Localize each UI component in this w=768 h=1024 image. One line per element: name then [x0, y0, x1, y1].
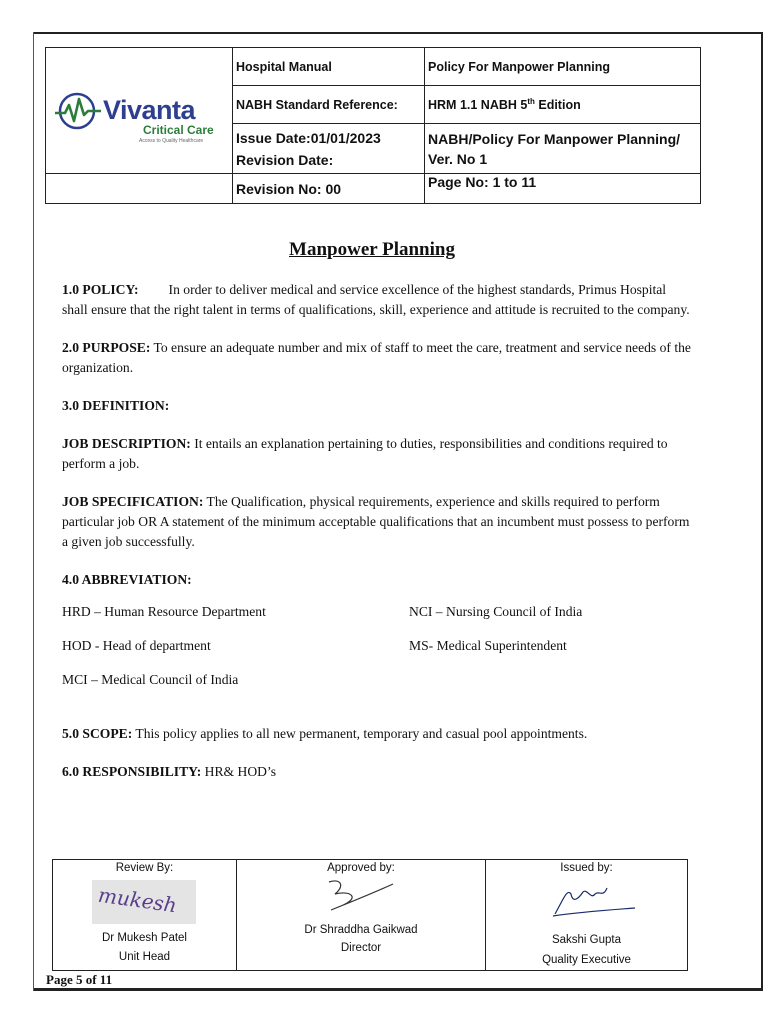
nabh-ref-value: HRM 1.1 NABH 5: [428, 98, 528, 113]
abbr-nci: NCI – Nursing Council of India: [409, 604, 583, 619]
logo-cell: [46, 48, 233, 174]
empty-cell: [46, 174, 233, 204]
manual-cell: Hospital Manual: [233, 48, 425, 86]
nabh-ref-sup: th: [527, 96, 535, 106]
doc-ref-line1: NABH/Policy For Manpower Planning/: [428, 130, 681, 147]
job-specification-text: The Qualification, physical requirements, experience and skills required to perform particular job OR A statement of the minimum acceptable qualifications that an incumbent must possess to perform a given job successfully.: [62, 494, 690, 549]
signature-table: [52, 859, 688, 971]
review-name: Dr Mukesh Patel: [101, 932, 187, 944]
doc-ref-line2: Ver. No 1: [428, 150, 488, 167]
dates-cell: [233, 124, 425, 174]
job-specification-heading: JOB SPECIFICATION:: [62, 494, 204, 509]
abbreviation-row-2: [62, 636, 692, 656]
definition-heading: [62, 396, 692, 416]
issue-date: Issue Date:01/01/2023: [236, 129, 381, 146]
approved-name: Dr Shraddha Gaikwad: [304, 924, 418, 936]
logo-wordmark: Vivanta: [103, 94, 196, 125]
page-title: Manpower Planning: [289, 239, 455, 260]
review-signature-image: [92, 880, 196, 924]
responsibility-text: HR& HOD’s: [201, 764, 277, 779]
page-border-left: [33, 32, 34, 991]
scope-text: This policy applies to all new permanent, temporary and casual pool appointments.: [132, 726, 588, 741]
definition-heading-text: 3.0 DEFINITION:: [62, 398, 170, 413]
issued-signature-icon: [549, 878, 639, 923]
nabh-ref-tail: Edition: [534, 98, 581, 113]
policy-name-cell: Policy For Manpower Planning: [425, 48, 701, 86]
review-label: Review By:: [115, 862, 174, 874]
approved-signature-icon: [321, 876, 401, 916]
vivanta-logo: [49, 61, 229, 161]
approved-label: Approved by:: [327, 862, 395, 874]
policy-section: [62, 280, 692, 320]
logo-tagline: Access to Quality Healthcare: [139, 137, 204, 144]
document-header-table: [45, 47, 701, 204]
job-description-section: [62, 434, 692, 474]
issued-name: Sakshi Gupta: [551, 934, 622, 946]
scope-section: [62, 724, 692, 744]
purpose-heading: 2.0 PURPOSE:: [62, 340, 151, 355]
approved-role: Director: [340, 942, 382, 954]
purpose-section: [62, 338, 692, 378]
approved-cell: [237, 860, 486, 971]
issued-cell: [486, 860, 688, 971]
revision-date: Revision Date:: [236, 151, 334, 168]
issued-role: Quality Executive: [542, 954, 631, 966]
abbreviation-heading-text: 4.0 ABBREVIATION:: [62, 572, 192, 587]
abbreviation-row-3: [62, 670, 692, 690]
logo-subtitle: Critical Care: [143, 122, 214, 137]
responsibility-heading: 6.0 RESPONSIBILITY:: [62, 764, 202, 779]
abbr-hod: HOD - Head of department: [62, 638, 211, 653]
abbreviation-row-1: [62, 602, 692, 622]
purpose-text: To ensure an adequate number and mix of staff to meet the care, treatment and service needs of the organization.: [62, 340, 691, 375]
job-specification-section: [62, 492, 692, 552]
policy-text: In order to deliver medical and service excellence of the highest standards, Primus Hospital shall ensure that the right talent in terms of qualifications, skill, experience and attitude is recruited to the company.: [62, 282, 690, 317]
revision-no-cell: Revision No: 00: [233, 174, 425, 204]
review-signature-text: mukesh: [96, 882, 179, 918]
doc-ref-cell: [425, 124, 701, 174]
heartbeat-logo-icon: [55, 91, 103, 131]
abbreviation-heading: [62, 570, 692, 590]
review-role: Unit Head: [118, 951, 171, 963]
page-no-cell: Page No: 1 to 11: [425, 174, 701, 204]
document-body: [62, 240, 692, 800]
abbr-ms: MS- Medical Superintendent: [409, 638, 567, 653]
review-cell: [53, 860, 237, 971]
issued-label: Issued by:: [560, 862, 613, 874]
job-description-heading: JOB DESCRIPTION:: [62, 436, 191, 451]
abbr-mci: MCI – Medical Council of India: [62, 672, 239, 687]
policy-heading: 1.0 POLICY:: [62, 282, 139, 297]
job-description-text: It entails an explanation pertaining to duties, responsibilities and conditions required to perform a job.: [62, 436, 668, 471]
nabh-ref-label-cell: NABH Standard Reference:: [233, 86, 425, 124]
abbr-hrd: HRD – Human Resource Department: [62, 604, 266, 619]
scope-heading: 5.0 SCOPE:: [62, 726, 133, 741]
page-number: Page 5 of 11: [46, 972, 113, 987]
nabh-ref-value-cell: [425, 86, 701, 124]
responsibility-section: [62, 762, 692, 782]
